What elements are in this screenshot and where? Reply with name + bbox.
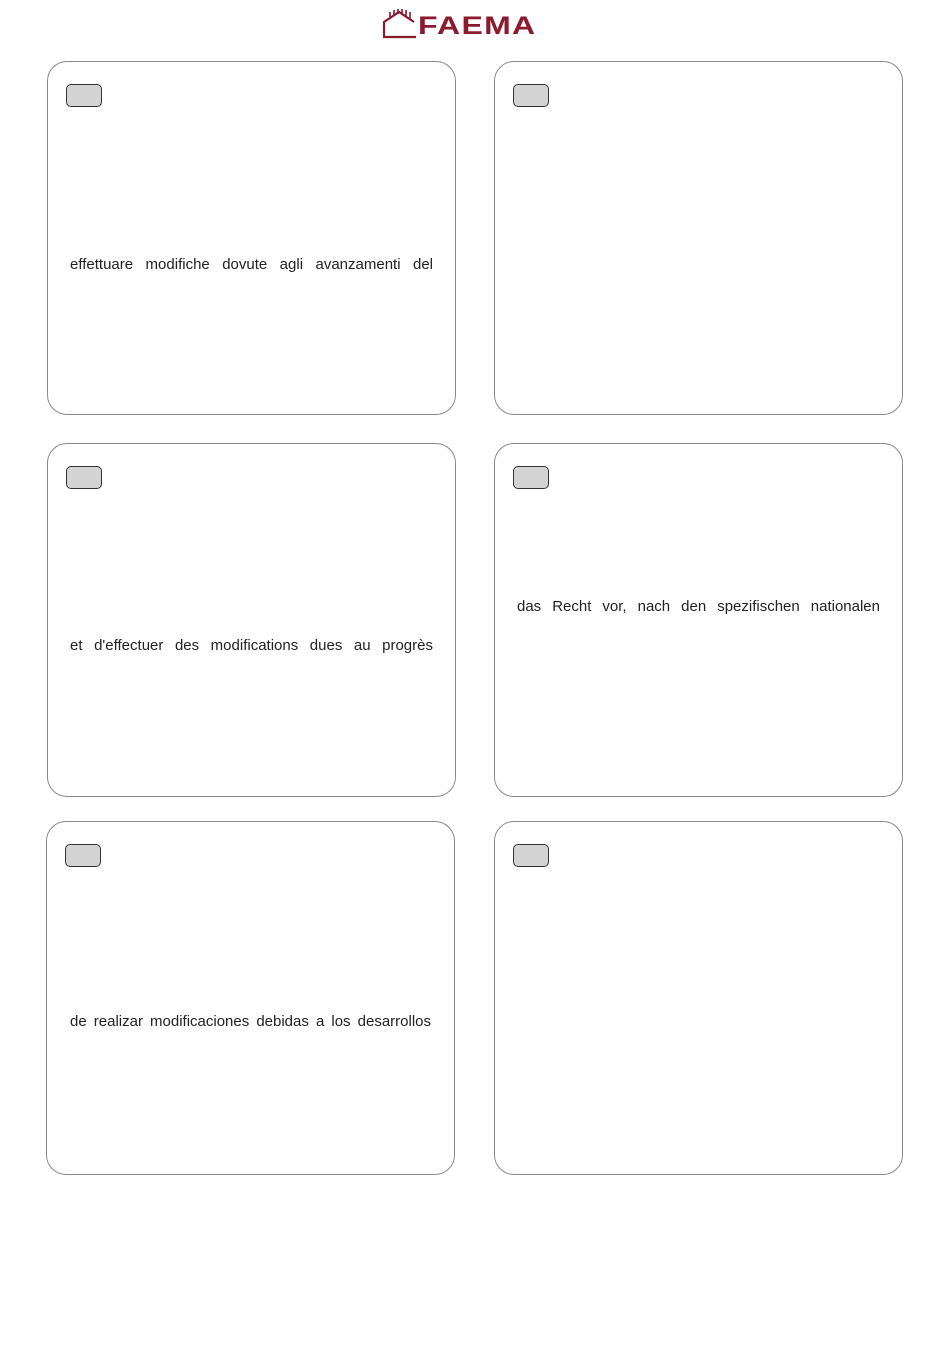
panel-text: das Recht vor, nach den spezifischen nationalen bbox=[517, 598, 880, 615]
panel-portuguese bbox=[494, 821, 903, 1175]
language-tab bbox=[513, 844, 549, 867]
panel-text: effettuare modifiche dovute agli avanzamenti del bbox=[70, 256, 433, 273]
language-tab bbox=[66, 84, 102, 107]
faema-logo-icon bbox=[382, 9, 418, 41]
panel-spanish bbox=[46, 821, 455, 1175]
language-tab bbox=[513, 84, 549, 107]
panel-italian bbox=[47, 61, 456, 415]
language-tab bbox=[66, 466, 102, 489]
panel-text: de realizar modificaciones debidas a los desarrollos bbox=[70, 1013, 431, 1030]
panel-french bbox=[47, 443, 456, 797]
panel-german bbox=[494, 443, 903, 797]
faema-logo bbox=[382, 9, 572, 41]
language-tab bbox=[65, 844, 101, 867]
language-tab bbox=[513, 466, 549, 489]
panel-text: et d'effectuer des modifications dues au progrès bbox=[70, 637, 433, 654]
panel-english bbox=[494, 61, 903, 415]
logo-wordmark: FAEMA bbox=[418, 12, 537, 40]
